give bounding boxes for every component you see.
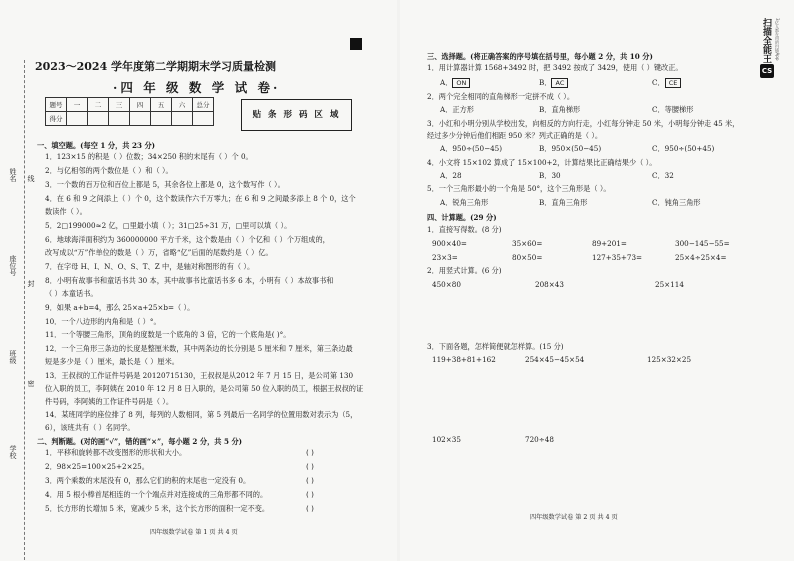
vertical-calc-item: 25×114 [655, 280, 684, 289]
question-line: 7．在字母 H、I、N、O、S、T、Z 中，是轴对称图形的有（ ）。 [45, 262, 255, 271]
choice-option-b[interactable]: B．950×(50−45) [539, 144, 602, 153]
answer-paren[interactable]: ( ) [306, 476, 314, 485]
score-header: 二 [88, 98, 109, 112]
question-line: （ ）本童话书。 [45, 289, 98, 298]
choice-option-a[interactable]: A．28 [440, 171, 462, 180]
score-header: 五 [151, 98, 172, 112]
score-cell[interactable] [151, 112, 172, 126]
logo-text: 扫描全能王 [761, 18, 771, 63]
judge-item: 4．用 5 根小棒首尾相连的一个个端点并对连接成的三角形都不同的。 [45, 490, 268, 499]
question-line: 改写成以“万”作单位的数是（ ）万，省略“亿”后面的尾数约是（ ）亿。 [45, 248, 273, 257]
score-cell[interactable] [88, 112, 109, 126]
score-cell[interactable] [130, 112, 151, 126]
vertical-calc-item: 208×43 [535, 280, 564, 289]
answer-paren[interactable]: ( ) [306, 490, 314, 499]
calc-subsection: 3．下面各题，怎样简便就怎样算。(15 分) [427, 342, 564, 351]
oral-item: 89+201= [592, 239, 627, 248]
score-header: 题号 [46, 98, 67, 112]
question-line: 6），该班共有（ ）名同学。 [45, 423, 135, 432]
calculator-key-icon: ON [452, 78, 470, 88]
choice-option-b[interactable]: B．直角梯形 [539, 105, 581, 114]
choice-option-a[interactable]: A．锐角三角形 [440, 198, 489, 207]
choice-option-c[interactable] [652, 78, 681, 88]
oral-item: 900×40= [432, 239, 467, 248]
page-2 [400, 0, 794, 561]
scanner-logo [760, 18, 782, 118]
judge-item: 1．平移和旋转都不改变图形的形状和大小。 [45, 448, 187, 457]
registration-mark [350, 38, 362, 50]
score-header: 一 [67, 98, 88, 112]
answer-paren[interactable]: ( ) [306, 448, 314, 457]
score-cell[interactable] [109, 112, 130, 126]
choice-option-c[interactable]: C．等腰梯形 [652, 105, 694, 114]
question-line: 9．如果 a+b=4，那么 25×a+25×b=（ ）。 [45, 303, 195, 312]
score-row-label: 得分 [46, 112, 67, 126]
binding-line [24, 60, 25, 560]
simplify-item: 720÷48 [525, 435, 554, 444]
question-line: 11．一个等腰三角形，顶角的度数是一个底角的 3 倍，它的一个底角是( )°。 [45, 330, 291, 339]
exam-subtitle: ·四 年 级 数 学 试 卷· [113, 80, 281, 95]
choice-question-cont: 经过多少分钟后他们相距 950 米？列式正确的是（ ）。 [427, 131, 603, 140]
score-header: 三 [109, 98, 130, 112]
simplify-item: 254×45−45×54 [525, 355, 585, 364]
simplify-item: 125×32×25 [647, 355, 692, 364]
section-calc: 四、计算题。(29 分) [427, 213, 497, 222]
question-line: 位入职的员工，李阿姨在 2010 年 12 月 8 日入职的，是公司第 50 位入职的员工，根据王叔叔的证 [45, 384, 364, 393]
question-line: 12．一个三角形三条边的长度是整厘米数，其中两条边的长分别是 5 厘米和 7 厘米，第三条边最 [45, 344, 353, 353]
logo-subtext: 3亿人都在用的扫描App [775, 18, 780, 61]
choice-question: 1．用计算器计算 1568+3492 时，把 3492 按成了 3429，使用（ ）键改正。 [427, 63, 683, 72]
section-fill-in: 一、填空题。(每空 1 分，共 23 分) [37, 141, 156, 150]
registration-spacer [46, 40, 58, 52]
oral-item: 300−145−55= [675, 239, 730, 248]
score-row [46, 112, 214, 126]
judge-item: 2．98×25=100×25+2×25。 [45, 462, 149, 471]
answer-paren[interactable]: ( ) [306, 462, 314, 471]
score-cell[interactable] [172, 112, 193, 126]
page-footer: 四年级数学试卷 第 1 页 共 4 页 [150, 529, 238, 536]
question-line: 5．2□199000≈2 亿，□里最小填（ ）；31□25÷31 万，□里可以填（ ）。 [45, 221, 292, 230]
option-letter: A． [440, 78, 453, 87]
judge-item: 5．长方形的长增加 5 米，宽减少 5 米，这个长方形的面积一定不变。 [45, 504, 270, 513]
choice-option-c[interactable]: C．950÷(50+45) [652, 144, 715, 153]
calc-subsection: 2．用竖式计算。(6 分) [427, 266, 502, 275]
question-line: 短是多少是（ ）厘米，最长是（ ）厘米。 [45, 357, 179, 366]
score-table [45, 97, 214, 126]
side-mark: 密 [27, 380, 35, 387]
question-line: 3．一个数的百万位和百位上都是 5，其余各位上都是 0，这个数写作（ ）。 [45, 180, 285, 189]
barcode-area: 贴 条 形 码 区 域 [241, 99, 352, 131]
choice-question: 3．小红和小明分别从学校出发，向相反的方向行走，小红每分钟走 50 米，小明每分钟走 45 米， [427, 119, 740, 128]
side-label-name: 姓名 [9, 168, 17, 182]
exam-title: 2023～2024 学年度第二学期期末学习质量检测 [35, 60, 277, 73]
question-line: 6．地球海洋面积约为 360000000 平方千米，这个数是由（ ）个亿和（ ）个万组成的， [45, 235, 330, 244]
choice-question: 2．两个完全相同的直角梯形一定拼不成（ ）。 [427, 92, 575, 101]
answer-paren[interactable]: ( ) [306, 504, 314, 513]
oral-item: 80×50= [512, 253, 543, 262]
question-line: 4．在 6 和 9 之间添上（ ）个 0，这个数读作六千万零九；在 6 和 9 之间最多添上 8 个 0，这个 [45, 194, 356, 203]
score-header: 四 [130, 98, 151, 112]
side-label-school: 学校 [9, 445, 17, 459]
oral-item: 23×3= [432, 253, 458, 262]
question-line: 2．与亿相邻的两个数位是（ ）和（ ）。 [45, 166, 173, 175]
score-header: 总分 [193, 98, 214, 112]
question-line: 1．123×15 的积是（ ）位数；34×250 积的末尾有（ ）个 0。 [45, 152, 253, 161]
side-mark: 封 [27, 280, 35, 287]
oral-item: 25×4÷25×4= [675, 253, 727, 262]
judge-item: 3．两个乘数的末尾没有 0，那么它们的积的末尾也一定没有 0。 [45, 476, 251, 485]
choice-option-c[interactable]: C．钝角三角形 [652, 198, 701, 207]
score-cell[interactable] [193, 112, 214, 126]
score-cell[interactable] [67, 112, 88, 126]
section-judge: 二、判断题。(对的画“√”，错的画“×”，每小题 2 分，共 5 分) [37, 437, 243, 446]
side-mark: 线 [27, 175, 35, 182]
question-line: 件号码，李阿姨的工作证件号码是（ ）。 [45, 397, 174, 406]
option-letter: C． [652, 78, 665, 87]
simplify-item: 102×35 [432, 435, 461, 444]
question-line: 13．王叔叔的工作证件号码是 20120715130，王叔叔是从2012 年 7 月 15 日，是公司第 130 [45, 371, 354, 380]
choice-option-a[interactable]: A．950÷(50−45) [440, 144, 503, 153]
calc-subsection: 1．直接写得数。(8 分) [427, 225, 502, 234]
section-choice: 三、选择题。(将正确答案的序号填在括号里，每小题 2 分，共 10 分) [427, 52, 653, 61]
choice-option-a[interactable]: A．正方形 [440, 105, 474, 114]
calculator-key-icon: CE [665, 78, 682, 88]
score-header-row [46, 98, 214, 112]
question-line: 14．某班同学的座位排了 8 列，每列的人数相同，第 5 列最后一名同学的位置用数对表示为（5， [45, 410, 358, 419]
vertical-calc-item: 450×80 [432, 280, 461, 289]
question-line: 8．小明有故事书和童话书共 30 本，其中故事书比童话书多 6 本，小明有（ ）本故事书和 [45, 276, 334, 285]
choice-question: 4．小文将 15×102 算成了 15×100+2，计算结果比正确结果少（ ）。 [427, 158, 657, 167]
choice-option-c[interactable]: C．32 [652, 171, 674, 180]
choice-option-b[interactable]: B．直角三角形 [539, 198, 588, 207]
side-label-seat: 座位号 [9, 255, 17, 276]
question-line: 10．一个八边形的内角和是（ ）°。 [45, 317, 161, 326]
choice-option-a[interactable] [440, 78, 470, 88]
choice-option-b[interactable]: B．30 [539, 171, 561, 180]
simplify-item: 119+38+81+162 [432, 355, 496, 364]
oral-item: 127+35+73= [592, 253, 643, 262]
calculator-key-icon: AC [551, 78, 568, 88]
score-header: 六 [172, 98, 193, 112]
side-label-class: 班级 [9, 350, 17, 364]
choice-question: 5．一个三角形最小的一个角是 50°，这个三角形是（ ）。 [427, 184, 611, 193]
question-line: 数读作（ ）。 [45, 207, 87, 216]
oral-item: 35×60= [512, 239, 543, 248]
choice-option-b[interactable] [539, 78, 568, 88]
page-footer: 四年级数学试卷 第 2 页 共 4 页 [530, 514, 618, 521]
cs-logo-icon: CS [760, 64, 774, 78]
option-letter: B． [539, 78, 552, 87]
